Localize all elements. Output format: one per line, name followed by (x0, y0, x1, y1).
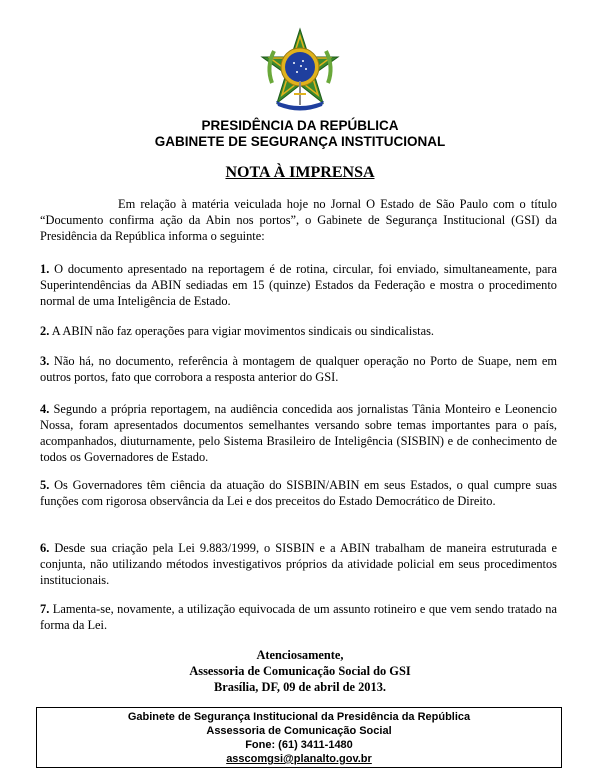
paragraph-2 (40, 323, 557, 339)
paragraph-7 (40, 601, 557, 633)
paragraph-text: Segundo a própria reportagem, na audiência concedida aos jornalistas Tânia Monteiro e Leonencio Nossa, foram apresentados documentos semelhantes versando sobre temas importantes para o país, acompanhados, diuturnamente, pelo Sistema Brasileiro de Inteligência (SISBIN) e de conhecimento de todos os Governadores de Estado. (40, 402, 557, 464)
contact-footer (36, 707, 562, 768)
footer-dept: Assessoria de Comunicação Social (206, 725, 392, 737)
footer-email-link[interactable]: asscomgsi@planalto.gov.br (226, 753, 372, 765)
header-line-1: PRESIDÊNCIA DA REPÚBLICA (201, 118, 399, 133)
document-header (0, 118, 600, 150)
coat-of-arms-icon (258, 27, 342, 111)
paragraph-3 (40, 353, 557, 385)
paragraph-text: Desde sua criação pela Lei 9.883/1999, o SISBIN e a ABIN trabalham de maneira estruturada e conjunta, não utilizando métodos investigativos próprios da atividade policial em seus procedimentos institucionais. (40, 541, 557, 587)
paragraph-text: Os Governadores têm ciência da atuação do SISBIN/ABIN em seus Estados, o qual cumpre suas funções com rigorosa observância da Lei e dos preceitos do Estado Democrático de Direito. (40, 478, 558, 508)
closing-date: Brasília, DF, 09 de abril de 2013. (214, 680, 386, 694)
paragraph-number: 6. (40, 541, 50, 555)
page-title: NOTA À IMPRENSA (225, 164, 375, 181)
paragraph-number: 4. (40, 402, 50, 416)
paragraph-number: 5. (40, 478, 50, 492)
paragraph-1 (40, 261, 557, 309)
laurel-right (326, 51, 331, 83)
footer-org: Gabinete de Segurança Institucional da Presidência da República (127, 711, 471, 723)
paragraph-text: Lamenta-se, novamente, a utilização equivocada de um assunto rotineiro e que vem sendo tratado na forma da Lei. (40, 602, 557, 632)
paragraph-text: O documento apresentado na reportagem é de rotina, circular, foi enviado, simultaneamente, para Superintendências da ABIN sediadas em 15 (quinze) Estados da Federação e mostra o procedimento normal de uma Inteligência de Estado. (40, 262, 557, 308)
footer-phone: Fone: (61) 3411-1480 (245, 739, 353, 751)
paragraph-text: Não há, no documento, referência à montagem de qualquer operação no Porto de Suape, nem em outros portos, fato que corrobora a resposta anterior do GSI. (40, 354, 557, 384)
paragraph-text: A ABIN não faz operações para vigiar movimentos sindicais ou sindicalistas. (51, 324, 435, 338)
paragraph-6 (40, 540, 557, 588)
intro-paragraph: Em relação à matéria veiculada hoje no Jornal O Estado de São Paulo com o título “Documento confirma ação da Abin nos portos”, o Gabinete de Segurança Institucional (GSI) da Presidência da República informa o seguinte: (40, 197, 557, 243)
closing-greeting: Atenciosamente, (256, 648, 344, 662)
paragraph-number: 1. (40, 262, 50, 276)
header-line-2: GABINETE DE SEGURANÇA INSTITUCIONAL (154, 134, 446, 149)
paragraph-number: 7. (40, 602, 50, 616)
paragraph-number: 3. (40, 354, 50, 368)
closing-signature (0, 647, 600, 695)
paragraph-4 (40, 401, 557, 465)
paragraph-5 (40, 477, 557, 509)
paragraph-number: 2. (40, 324, 50, 338)
laurel-left (269, 51, 274, 83)
closing-office: Assessoria de Comunicação Social do GSI (189, 664, 411, 678)
